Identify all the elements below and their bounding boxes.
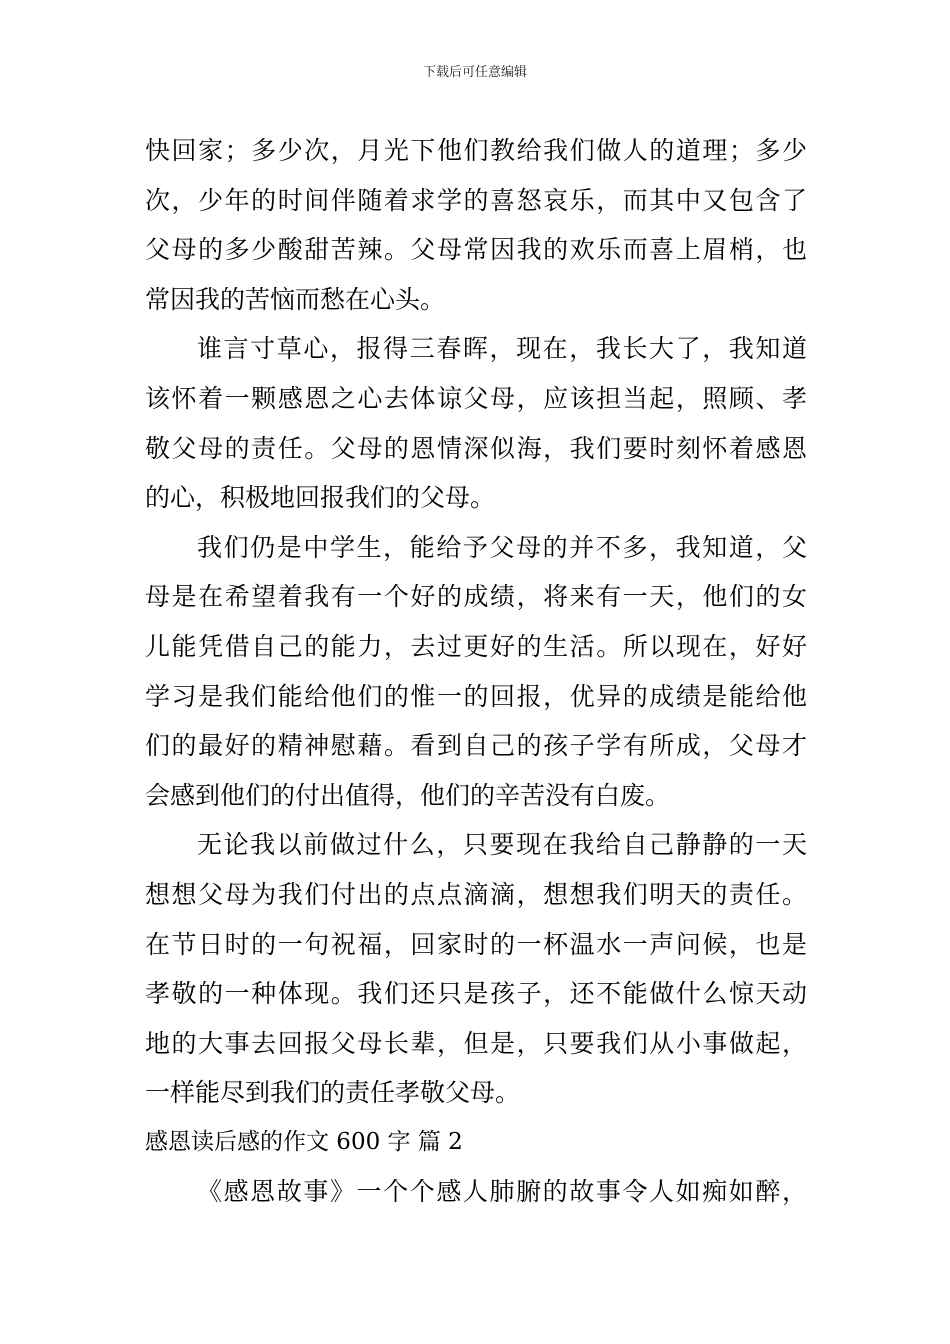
text-line: 学习是我们能给他们的惟一的回报，优异的成绩是能给他 <box>145 681 807 711</box>
text-line: 儿能凭借自己的能力，去过更好的生活。所以现在，好好 <box>145 631 807 661</box>
text-line: 该怀着一颗感恩之心去体谅父母，应该担当起，照顾、孝 <box>145 383 807 413</box>
text-line: 一样能尽到我们的责任孝敬父母。 <box>145 1078 521 1108</box>
text-line: 想想父母为我们付出的点点滴滴，想想我们明天的责任。 <box>145 879 807 909</box>
text-line: 无论我以前做过什么，只要现在我给自己静静的一天 <box>197 830 807 860</box>
text-line: 《感恩故事》一个个感人肺腑的故事令人如痴如醉， <box>197 1177 807 1207</box>
text-line: 孝敬的一种体现。我们还只是孩子，还不能做什么惊天动 <box>145 979 807 1009</box>
text-line: 敬父母的责任。父母的恩情深似海，我们要时刻怀着感恩 <box>145 433 807 463</box>
text-line: 父母的多少酸甜苦辣。父母常因我的欢乐而喜上眉梢，也 <box>145 235 807 265</box>
text-line: 会感到他们的付出值得，他们的辛苦没有白废。 <box>145 780 671 810</box>
text-line: 在节日时的一句祝福，回家时的一杯温水一声问候，也是 <box>145 929 807 959</box>
text-line: 我们仍是中学生，能给予父母的并不多，我知道，父 <box>197 532 807 562</box>
page-header: 下载后可任意编辑 <box>422 65 527 80</box>
text-line: 谁言寸草心，报得三春晖，现在，我长大了，我知道 <box>197 334 807 364</box>
text-line: 地的大事去回报父母长辈，但是，只要我们从小事做起， <box>145 1028 807 1058</box>
text-line: 常因我的苦恼而愁在心头。 <box>145 284 446 314</box>
section-heading: 感恩读后感的作文 600 字 篇 2 <box>145 1128 463 1155</box>
document-body <box>145 126 807 1217</box>
text-line: 快回家；多少次，月光下他们教给我们做人的道理；多少 <box>145 136 807 165</box>
text-line: 们的最好的精神慰藉。看到自己的孩子学有所成，父母才 <box>145 731 807 761</box>
text-line: 次，少年的时间伴随着求学的喜怒哀乐，而其中又包含了 <box>145 185 807 215</box>
text-line: 的心，积极地回报我们的父母。 <box>145 483 496 513</box>
text-line: 母是在希望着我有一个好的成绩，将来有一天，他们的女 <box>145 582 807 612</box>
